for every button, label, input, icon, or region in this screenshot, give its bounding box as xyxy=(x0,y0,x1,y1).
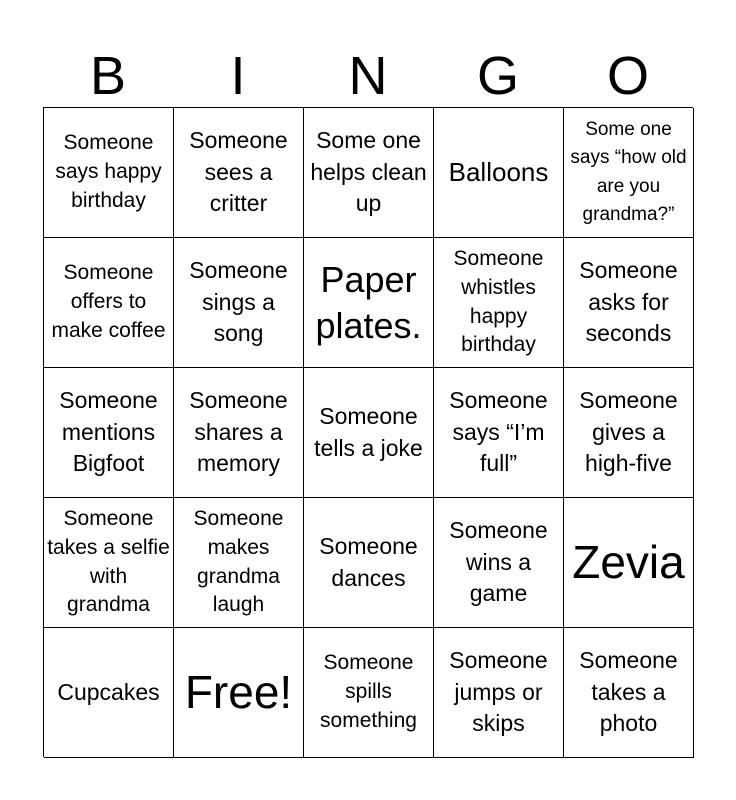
bingo-cell-r1-c2[interactable]: Someone sees a critter xyxy=(174,108,304,238)
bingo-cell-r1-c1[interactable]: Someone says happy birthday xyxy=(44,108,174,238)
bingo-cell-r4-c1[interactable]: Someone takes a selfie with grandma xyxy=(44,498,174,628)
bingo-cell-r1-c3[interactable]: Some one helps clean up xyxy=(304,108,434,238)
bingo-cell-free-space[interactable]: Free! xyxy=(174,628,304,758)
bingo-cell-r5-c5[interactable]: Someone takes a photo xyxy=(564,628,694,758)
header-letter-n: N xyxy=(348,46,388,106)
header-letter-o: O xyxy=(606,46,649,106)
header-letter-i: I xyxy=(230,46,246,106)
bingo-cell-r3-c5[interactable]: Someone gives a high-five xyxy=(564,368,694,498)
bingo-cell-r3-c2[interactable]: Someone shares a memory xyxy=(174,368,304,498)
bingo-cell-r4-c2[interactable]: Someone makes grandma laugh xyxy=(174,498,304,628)
bingo-cell-r1-c5[interactable]: Some one says “how old are you grandma?” xyxy=(564,108,694,238)
bingo-header xyxy=(43,44,693,108)
bingo-cell-r2-c3[interactable]: Paper plates. xyxy=(304,238,434,368)
bingo-cell-r2-c1[interactable]: Someone offers to make coffee xyxy=(44,238,174,368)
bingo-cell-r2-c2[interactable]: Someone sings a song xyxy=(174,238,304,368)
bingo-cell-r3-c1[interactable]: Someone mentions Bigfoot xyxy=(44,368,174,498)
bingo-cell-r4-c3[interactable]: Someone dances xyxy=(304,498,434,628)
header-letter-g: G xyxy=(476,46,519,106)
bingo-grid xyxy=(43,107,693,757)
bingo-cell-r4-c4[interactable]: Someone wins a game xyxy=(434,498,564,628)
bingo-cell-r5-c1[interactable]: Cupcakes xyxy=(44,628,174,758)
bingo-cell-r4-c5[interactable]: Zevia xyxy=(564,498,694,628)
bingo-cell-r3-c3[interactable]: Someone tells a joke xyxy=(304,368,434,498)
bingo-cell-r2-c4[interactable]: Someone whistles happy birthday xyxy=(434,238,564,368)
bingo-cell-r1-c4[interactable]: Balloons xyxy=(434,108,564,238)
bingo-cell-r5-c4[interactable]: Someone jumps or skips xyxy=(434,628,564,758)
bingo-cell-r3-c4[interactable]: Someone says “I’m full” xyxy=(434,368,564,498)
bingo-cell-r2-c5[interactable]: Someone asks for seconds xyxy=(564,238,694,368)
header-letter-b: B xyxy=(89,46,127,106)
bingo-cell-r5-c3[interactable]: Someone spills something xyxy=(304,628,434,758)
